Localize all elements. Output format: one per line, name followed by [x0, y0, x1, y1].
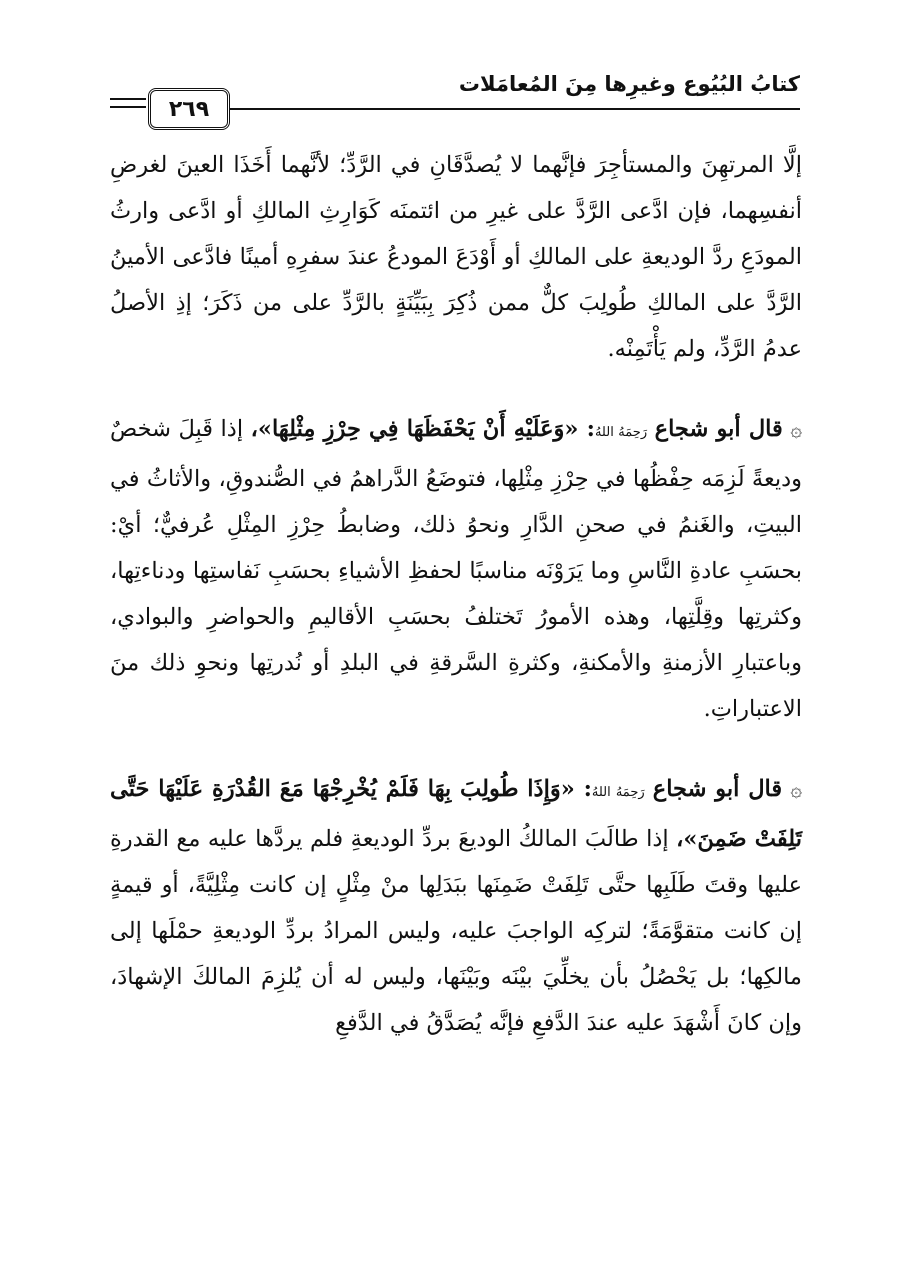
header-rule: [222, 108, 800, 110]
honorific: رَحِمَهُ اللهُ: [591, 785, 645, 800]
page-number: ٢٦٩: [148, 88, 230, 130]
paragraph-3: [110, 766, 802, 1046]
commentary-text: إذا قَبِلَ شخصٌ وديعةً لَزِمَه حِفْظُها في حِرْزِ مِثْلِها، فتوضَعُ الدَّراهمُ في الصُّندوقِ، والأثاثُ في البيتِ، والغَنمُ في صحنِ الدَّارِ ونحوُ ذلك، وضابطُ حِرْزِ المِثْلِ عُرفيٌّ؛ أيْ: بحسَبِ عادةِ النَّاسِ وما يَرَوْنَه مناسبًا لحفظِ الأشياءِ بحسَبِ نَفاستِها ودناءتِها، وكثرتِها وقِلَّتِها، وهذه الأمورُ تَختلفُ بحسَبِ الأقاليمِ والحواضرِ والبوادي، وباعتبارِ الأزمنةِ والأمكنةِ، وكثرةِ السَّرقةِ في البلدِ أو نُدرتِها ونحوِ ذلك منَ الاعتباراتِ.: [110, 416, 802, 722]
flower-ornament-icon: ۞: [790, 417, 803, 441]
header-double-rule: [110, 98, 146, 108]
matn-quote: : «وَعَلَيْهِ أَنْ يَحْفَظَهَا فِي حِرْزِ مِثْلِهَا»،: [250, 416, 595, 442]
flower-ornament-icon: ۞: [790, 777, 803, 801]
speaker-name: قال أبو شجاع: [654, 416, 783, 442]
matn-quote: : «وَإِذَا طُولِبَ بِهَا فَلَمْ يُخْرِجْهَا مَعَ القُدْرَةِ عَلَيْهَا حَتَّى تَلِفَتْ ضَمِنَ»،: [110, 776, 802, 852]
speaker-name: قال أبو شجاع: [652, 776, 783, 802]
honorific: رَحِمَهُ اللهُ: [594, 425, 648, 440]
paragraph-1: إلَّا المرتهِنَ والمستأجِرَ فإنَّهما لا يُصدَّقَانِ في الرَّدِّ؛ لأنَّهما أَخَذَا العينَ لغرضِ أنفسِهما، فإن ادَّعى الرَّدَّ على غيرِ من ائتمنَه كَوَارِثِ المالكِ أو ادَّعى وارثُ المودَعِ ردَّ الوديعةِ على المالكِ أو أَوْدَعَ المودعُ عندَ سفرِهِ أمينًا فادَّعى الأمينُ الرَّدَّ على المالكِ طُولِبَ كلٌّ ممن ذُكِرَ بِبَيِّنَةٍ بالرَّدِّ على من ذَكَرَ؛ إذِ الأصلُ عدمُ الرَّدِّ، ولم يَأْتَمِنْه.: [110, 152, 802, 362]
page-body: [110, 142, 802, 1046]
page-header: [110, 62, 800, 130]
book-title: كتابُ البُيُوع وغيرِها مِنَ المُعامَلات: [458, 72, 800, 96]
paragraph-2: [110, 406, 802, 732]
commentary-text: إذا طالَبَ المالكُ الوديعَ بردِّ الوديعةِ فلم يردَّها عليه مع القدرةِ عليها وقتَ طَلَبِها حتَّى تَلِفَتْ ضَمِنَها ببَدَلِها منْ مِثْلٍ إن كانت مِثْلِيَّةً، أو قيمةٍ إن كانت متقوَّمَةً؛ لتركِه الواجبَ عليه، وليس المرادُ بردِّ الوديعةِ حمْلَها إلى مالكِها؛ بل يَحْصُلُ بأن يخلِّيَ بيْنَه وبَيْنَها، وليس له أن يُلزِمَ المالكَ الإشهادَ، وإن كانَ أَشْهَدَ عليه عندَ الدَّفعِ فإنَّه يُصَدَّقُ في الدَّفعِ: [110, 826, 802, 1036]
